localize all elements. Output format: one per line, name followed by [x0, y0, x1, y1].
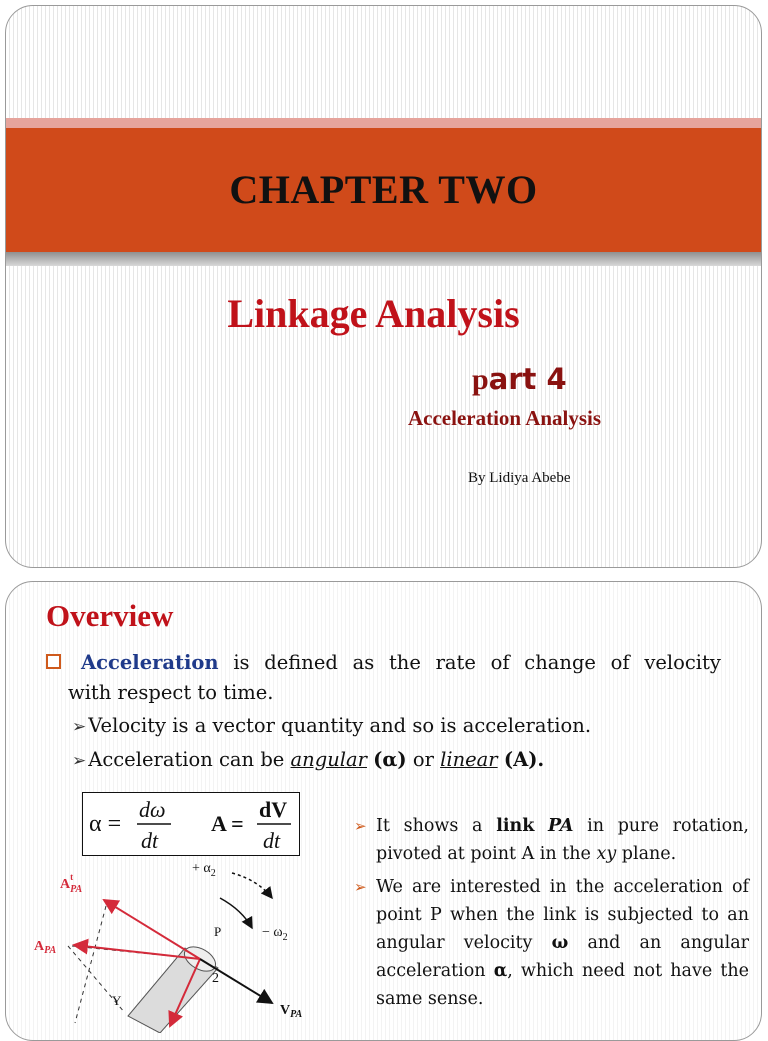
label-v-main: V — [280, 1003, 291, 1018]
main-bullet-line1 — [46, 648, 721, 678]
sub-bullet-1 — [72, 714, 591, 737]
pa-term: PA — [548, 816, 574, 836]
slide-title: Linkage Analysis — [227, 291, 520, 336]
formula-alpha-lhs: α = — [89, 811, 122, 837]
omega-symbol: ω — [551, 933, 569, 953]
label-at-sub: PA — [70, 884, 83, 895]
arrow-bullet-icon: ➢ — [72, 717, 87, 737]
label-alpha2-sub: 2 — [210, 868, 216, 879]
label-v — [280, 1003, 302, 1020]
right-bullet-2 — [354, 873, 749, 1013]
link-rotation-figure — [20, 858, 340, 1033]
right-bullet-1-end: plane. — [616, 844, 677, 864]
dashed-line — [75, 906, 106, 1023]
formula-a-num: dV — [259, 797, 288, 822]
part-label-rest: art 4 — [488, 362, 567, 396]
header-band-shadow — [6, 252, 761, 266]
header-band-highlight — [6, 118, 761, 128]
word: as — [352, 651, 375, 674]
link-term: link — [496, 816, 535, 836]
part-label-p: p — [472, 363, 489, 396]
word: the — [388, 651, 421, 674]
overview-slide — [5, 581, 762, 1041]
label-p: P — [214, 924, 222, 939]
formula-svg — [83, 793, 299, 855]
keyword-acceleration: Acceleration — [81, 651, 219, 674]
word: change — [524, 651, 596, 674]
label-omega2-sub: 2 — [282, 932, 288, 943]
label-omega2-main: − ω — [262, 925, 283, 940]
a-symbol: (A). — [503, 748, 545, 771]
sub-bullet-2 — [72, 748, 544, 771]
formula-alpha-num: dω — [139, 797, 166, 822]
sub-bullet-2-text: Acceleration can be — [88, 748, 291, 771]
formula-alpha-den: dt — [141, 828, 159, 853]
formula-a-den: dt — [263, 828, 281, 853]
right-bullet-2-end: , which need not have the same sense. — [376, 961, 749, 1009]
or-text: or — [406, 748, 441, 771]
square-bullet-icon — [46, 654, 61, 669]
main-bullet-line2: with respect to time. — [68, 681, 274, 704]
label-at-main: A — [60, 877, 71, 892]
arrow-bullet-icon: ➢ — [354, 878, 367, 896]
right-bullet-2-mid: and an angular acceleration — [376, 933, 749, 981]
right-bullet-2-text: We are interested in the acceleration of point P when the link is subjected to an angular velocity — [376, 877, 749, 953]
right-bullet-1-mid: in pure rotation, pivoted at point A in the — [376, 816, 749, 864]
word: velocity — [644, 651, 721, 674]
linear-term: linear — [440, 748, 498, 771]
part-label — [472, 362, 567, 397]
xy-term: xy — [596, 844, 617, 864]
right-bullets — [354, 812, 749, 1018]
word: defined — [264, 651, 338, 674]
label-a-sub: PA — [44, 945, 57, 956]
title-slide — [5, 5, 762, 568]
word: of — [610, 651, 630, 674]
alpha-rotation-arc — [232, 873, 272, 898]
arrow-bullet-icon: ➢ — [354, 817, 367, 835]
overview-heading: Overview — [46, 598, 174, 633]
formula-box — [82, 792, 300, 856]
omega-rotation-arc — [220, 898, 252, 928]
word: is — [233, 651, 250, 674]
angular-term: angular — [290, 748, 367, 771]
slide-subtitle: Acceleration Analysis — [408, 406, 602, 430]
chapter-title: CHAPTER TWO — [229, 167, 538, 212]
label-link-number: 2 — [212, 971, 219, 986]
label-a-main: A — [34, 939, 45, 954]
main-bullet — [46, 648, 721, 708]
right-bullet-1 — [354, 812, 749, 868]
author-line: By Lidiya Abebe — [468, 470, 571, 486]
velocity-vector — [200, 959, 272, 1003]
word: rate — [435, 651, 476, 674]
word: of — [490, 651, 510, 674]
alpha-symbol: (α) — [373, 748, 407, 771]
label-a — [34, 939, 56, 956]
label-y: Y — [112, 993, 122, 1008]
formula-a-lhs: A = — [211, 811, 244, 836]
alpha-symbol: α — [493, 961, 508, 981]
sub-bullet-1-text: Velocity is a vector quantity and so is acceleration. — [88, 714, 592, 737]
label-alpha2-main: + α — [192, 861, 211, 876]
right-bullet-1-text: It shows a — [376, 816, 497, 836]
label-alpha2 — [192, 861, 216, 879]
label-at-sup: t — [70, 872, 74, 882]
arrow-bullet-icon: ➢ — [72, 751, 87, 771]
label-omega2 — [262, 925, 288, 943]
label-at — [60, 872, 82, 895]
label-v-sub: PA — [290, 1009, 303, 1020]
